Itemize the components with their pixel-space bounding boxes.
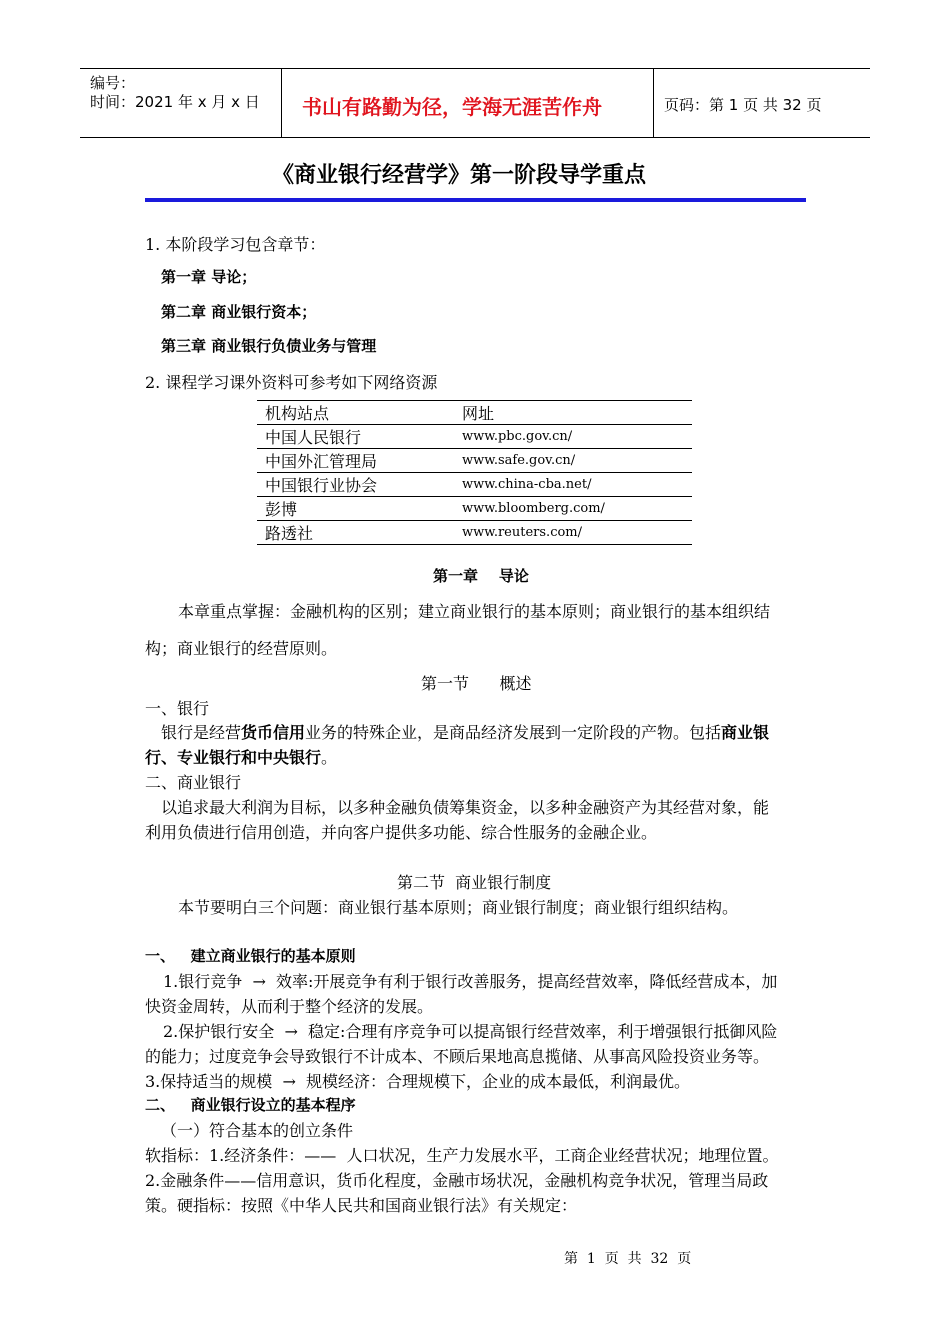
paragraph-line: 策。硬指标：按照《中华人民共和国商业银行法》有关规定： bbox=[145, 1196, 578, 1215]
paragraph-line: 的能力；过度竞争会导致银行不计成本、不顾后果地高息揽储、从事高风险投资业务等。 bbox=[145, 1047, 770, 1066]
paragraph-line: 2.保护银行安全 → 稳定:合理有序竞争可以提高银行经营效率，利于增强银行抵御风险 bbox=[163, 1022, 778, 1041]
chapter-list-item: 第三章 商业银行负债业务与管理 bbox=[161, 337, 377, 355]
header-divider bbox=[653, 69, 654, 137]
resources-table bbox=[257, 400, 692, 545]
principles-heading: 一、 建立商业银行的基本原则 bbox=[145, 947, 356, 965]
page-footer: 第 1 页 共 32 页 bbox=[564, 1251, 692, 1267]
emphasis-text: 货币信用 bbox=[241, 723, 306, 742]
chapter-focus-line: 本章重点掌握：金融机构的区别；建立商业银行的基本原则；商业银行的基本组织结 bbox=[178, 602, 771, 621]
emphasis-text: 行、专业银行和中央银行 bbox=[145, 748, 322, 767]
table-row bbox=[257, 449, 692, 473]
intro-item-2: 2. 课程学习课外资料可参考如下网络资源 bbox=[145, 373, 438, 392]
subsection-heading: （一）符合基本的创立条件 bbox=[161, 1121, 354, 1140]
paragraph-line: 2.金融条件——信用意识，货币化程度，金融市场状况，金融机构竞争状况，管理当局政 bbox=[145, 1171, 769, 1190]
institution-cell: 中国人民银行 bbox=[257, 425, 454, 449]
url-cell: www.reuters.com/ bbox=[454, 521, 692, 545]
chapter-heading: 第一章 导论 bbox=[433, 567, 529, 585]
serial-number-label: 编号： bbox=[90, 74, 136, 92]
institution-cell: 中国银行业协会 bbox=[257, 473, 454, 497]
paragraph-line bbox=[161, 720, 769, 743]
emphasis-text: 商业银 bbox=[721, 723, 770, 742]
header-divider bbox=[281, 69, 282, 137]
paragraph-line: 本节要明白三个问题：商业银行基本原则；商业银行制度；商业银行组织结构。 bbox=[178, 898, 739, 917]
subsection-heading: 一、银行 bbox=[145, 699, 210, 718]
section-heading: 第二节 商业银行制度 bbox=[397, 873, 552, 892]
url-cell: www.china-cba.net/ bbox=[454, 473, 692, 497]
chapter-list-item: 第二章 商业银行资本； bbox=[161, 303, 317, 321]
paragraph-line: 以追求最大利润为目标，以多种金融负债筹集资金，以多种金融资产为其经营对象，能 bbox=[161, 798, 770, 817]
section-heading: 第一节 概述 bbox=[421, 674, 532, 693]
paragraph-line: 快资金周转，从而利于整个经济的发展。 bbox=[145, 997, 434, 1016]
page-info: 页码：第 1 页 共 32 页 bbox=[664, 96, 822, 114]
paragraph-line: 利用负债进行信用创造，并向客户提供多功能、综合性服务的金融企业。 bbox=[145, 823, 658, 842]
title-underline bbox=[145, 198, 806, 202]
paragraph-line bbox=[145, 745, 337, 768]
document-title: 《商业银行经营学》第一阶段导学重点 bbox=[272, 163, 647, 188]
chapter-list-item: 第一章 导论； bbox=[161, 268, 257, 286]
table-row bbox=[257, 521, 692, 545]
table-header-cell: 网址 bbox=[454, 401, 692, 425]
url-cell: www.bloomberg.com/ bbox=[454, 497, 692, 521]
date-label: 时间：2021 年 x 月 x 日 bbox=[90, 93, 260, 111]
procedure-heading: 二、 商业银行设立的基本程序 bbox=[145, 1096, 356, 1114]
chapter-focus-line: 构；商业银行的经营原则。 bbox=[145, 639, 338, 658]
header-motto: 书山有路勤为径，学海无涯苦作舟 bbox=[302, 95, 602, 119]
table-row bbox=[257, 497, 692, 521]
institution-cell: 路透社 bbox=[257, 521, 454, 545]
table-row bbox=[257, 425, 692, 449]
document-header bbox=[80, 68, 870, 138]
paragraph-line: 软指标：1.经济条件：—— 人口状况，生产力发展水平，工商企业经营状况；地理位置。 bbox=[145, 1146, 779, 1165]
subsection-heading: 二、商业银行 bbox=[145, 773, 242, 792]
url-cell: www.pbc.gov.cn/ bbox=[454, 425, 692, 449]
url-cell: www.safe.gov.cn/ bbox=[454, 449, 692, 473]
paragraph-line: 3.保持适当的规模 → 规模经济：合理规模下，企业的成本最低，利润最优。 bbox=[145, 1072, 691, 1091]
table-header-row bbox=[257, 401, 692, 425]
table-row bbox=[257, 473, 692, 497]
institution-cell: 中国外汇管理局 bbox=[257, 449, 454, 473]
text-run: 。 bbox=[321, 748, 338, 767]
text-run: 银行是经营 bbox=[161, 723, 242, 742]
paragraph-line: 1.银行竞争 → 效率:开展竞争有利于银行改善服务，提高经营效率，降低经营成本，加 bbox=[163, 972, 778, 991]
intro-item-1: 1. 本阶段学习包含章节： bbox=[145, 235, 326, 254]
table-header-cell: 机构站点 bbox=[257, 401, 454, 425]
text-run: 业务的特殊企业，是商品经济发展到一定阶段的产物。包括 bbox=[305, 723, 722, 742]
institution-cell: 彭博 bbox=[257, 497, 454, 521]
